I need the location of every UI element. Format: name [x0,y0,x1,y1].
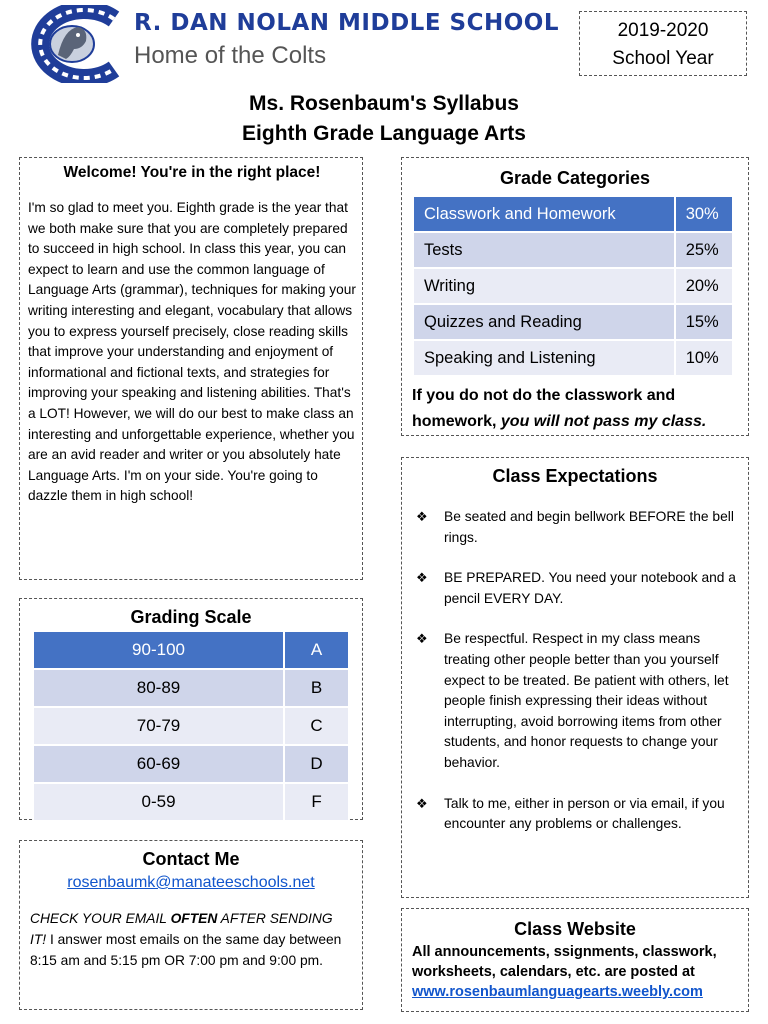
pass-warning-emphasis: you will not pass my class. [500,413,707,430]
contact-panel [19,840,363,1010]
pass-warning [412,383,738,435]
contact-note-part1: CHECK YOUR EMAIL [30,911,171,926]
grade-categories-panel [401,157,749,436]
welcome-heading: Welcome! You're in the right place! [63,164,321,181]
website-description: All announcements, ssignments, classwork, worksheets, calendars, etc. are posted at [412,944,717,980]
diamond-bullet-icon: ❖ [416,509,428,524]
table-row [414,341,732,377]
pass-warning-text: If you do not do the classwork and homework, [412,387,676,430]
expectations-list [412,507,738,835]
contact-note-part2: AFTER SENDING IT! [30,911,333,947]
list-item [412,507,738,548]
category-name: Classwork and Homework [414,197,676,233]
course-title: Eighth Grade Language Arts [242,122,526,145]
letter-grade: C [285,708,348,746]
grade-range: 90-100 [34,632,285,670]
contact-note [30,908,352,971]
website-heading: Class Website [514,919,636,939]
welcome-panel [19,157,363,580]
table-row [34,746,348,784]
syllabus-title: Ms. Rosenbaum's Syllabus [249,92,519,115]
letter-grade: A [285,632,348,670]
school-tagline: Home of the Colts [134,42,327,69]
grading-scale-heading: Grading Scale [130,607,252,627]
email-link[interactable]: rosenbaumk@manateeschools.net [67,874,315,891]
table-row [414,233,732,269]
category-name: Speaking and Listening [414,341,676,377]
grade-categories-table [414,197,732,377]
grade-categories-heading: Grade Categories [499,168,651,188]
list-item [412,794,738,835]
list-item [412,629,738,773]
contact-hours: I answer most emails on the same day between 8:15 am and 5:15 pm OR 7:00 pm and 9:00 pm. [30,932,342,968]
class-expectations-panel [401,457,749,898]
expectation-text: Talk to me, either in person or via email, if you encounter any problems or challenges. [444,795,725,832]
expectation-text: BE PREPARED. You need your notebook and a pencil EVERY DAY. [444,570,736,606]
letter-grade: F [285,784,348,822]
contact-heading: Contact Me [142,849,240,869]
diamond-bullet-icon: ❖ [416,631,428,647]
grading-scale-panel [19,598,363,820]
contact-note-often: OFTEN [170,911,218,926]
category-name: Tests [414,233,676,269]
category-percent: 25% [676,233,732,269]
expectation-text: Be respectful. Respect in my class means treating other people better than you yourself expect to be treated. Be patient with others, let people finish expressing their ideas without interrupting, avoid borrowing items from other students, and honor requests to change your behavior. [444,631,729,770]
table-row [34,632,348,670]
letter-grade: D [285,746,348,784]
table-row [34,708,348,746]
expectation-text: Be seated and begin bellwork BEFORE the bell rings. [444,509,734,545]
grade-range: 0-59 [34,784,285,822]
grade-range: 70-79 [34,708,285,746]
school-year: 2019-2020 [617,20,709,41]
expectations-heading: Class Expectations [492,466,658,486]
diamond-bullet-icon: ❖ [416,795,428,811]
school-year-box [579,11,747,76]
grade-range: 80-89 [34,670,285,708]
grading-scale-table [34,632,348,822]
website-link[interactable]: www.rosenbaumlanguagearts.weebly.com [412,984,703,1000]
category-name: Writing [414,269,676,305]
table-row [414,305,732,341]
list-item [412,568,738,609]
class-website-panel [401,908,749,1012]
school-name: R. DAN NOLAN MIDDLE SCHOOL [134,10,560,36]
table-row [34,670,348,708]
category-percent: 10% [676,341,732,377]
table-row [414,269,732,305]
category-name: Quizzes and Reading [414,305,676,341]
diamond-bullet-icon: ❖ [416,570,428,586]
school-year-label: School Year [612,48,714,69]
grade-range: 60-69 [34,746,285,784]
website-text [412,942,738,1002]
letter-grade: B [285,670,348,708]
category-percent: 20% [676,269,732,305]
table-row [34,784,348,822]
category-percent: 30% [676,197,732,233]
category-percent: 15% [676,305,732,341]
welcome-body: I'm so glad to meet you. Eighth grade is the year that we both make sure that you are completely prepared to succeed in high school. In class this year, you can expect to learn and use the common language of Language Arts (grammar), techniques for making your writing interesting and elegant, vocabulary that allows you to express yourself precisely, close reading skills that improve your understanding and enjoyment of informational and fictional texts, and strategies for improving your speaking and listening abilities. That's a LOT! However, we will do our best to make class an interesting and unforgettable experience, whether you are an avid reader and writer or you absolutely hate Language Arts. I'm on your side. You're going to dazzle them in high school! [28,200,356,504]
colts-logo [18,5,126,83]
table-row [414,197,732,233]
